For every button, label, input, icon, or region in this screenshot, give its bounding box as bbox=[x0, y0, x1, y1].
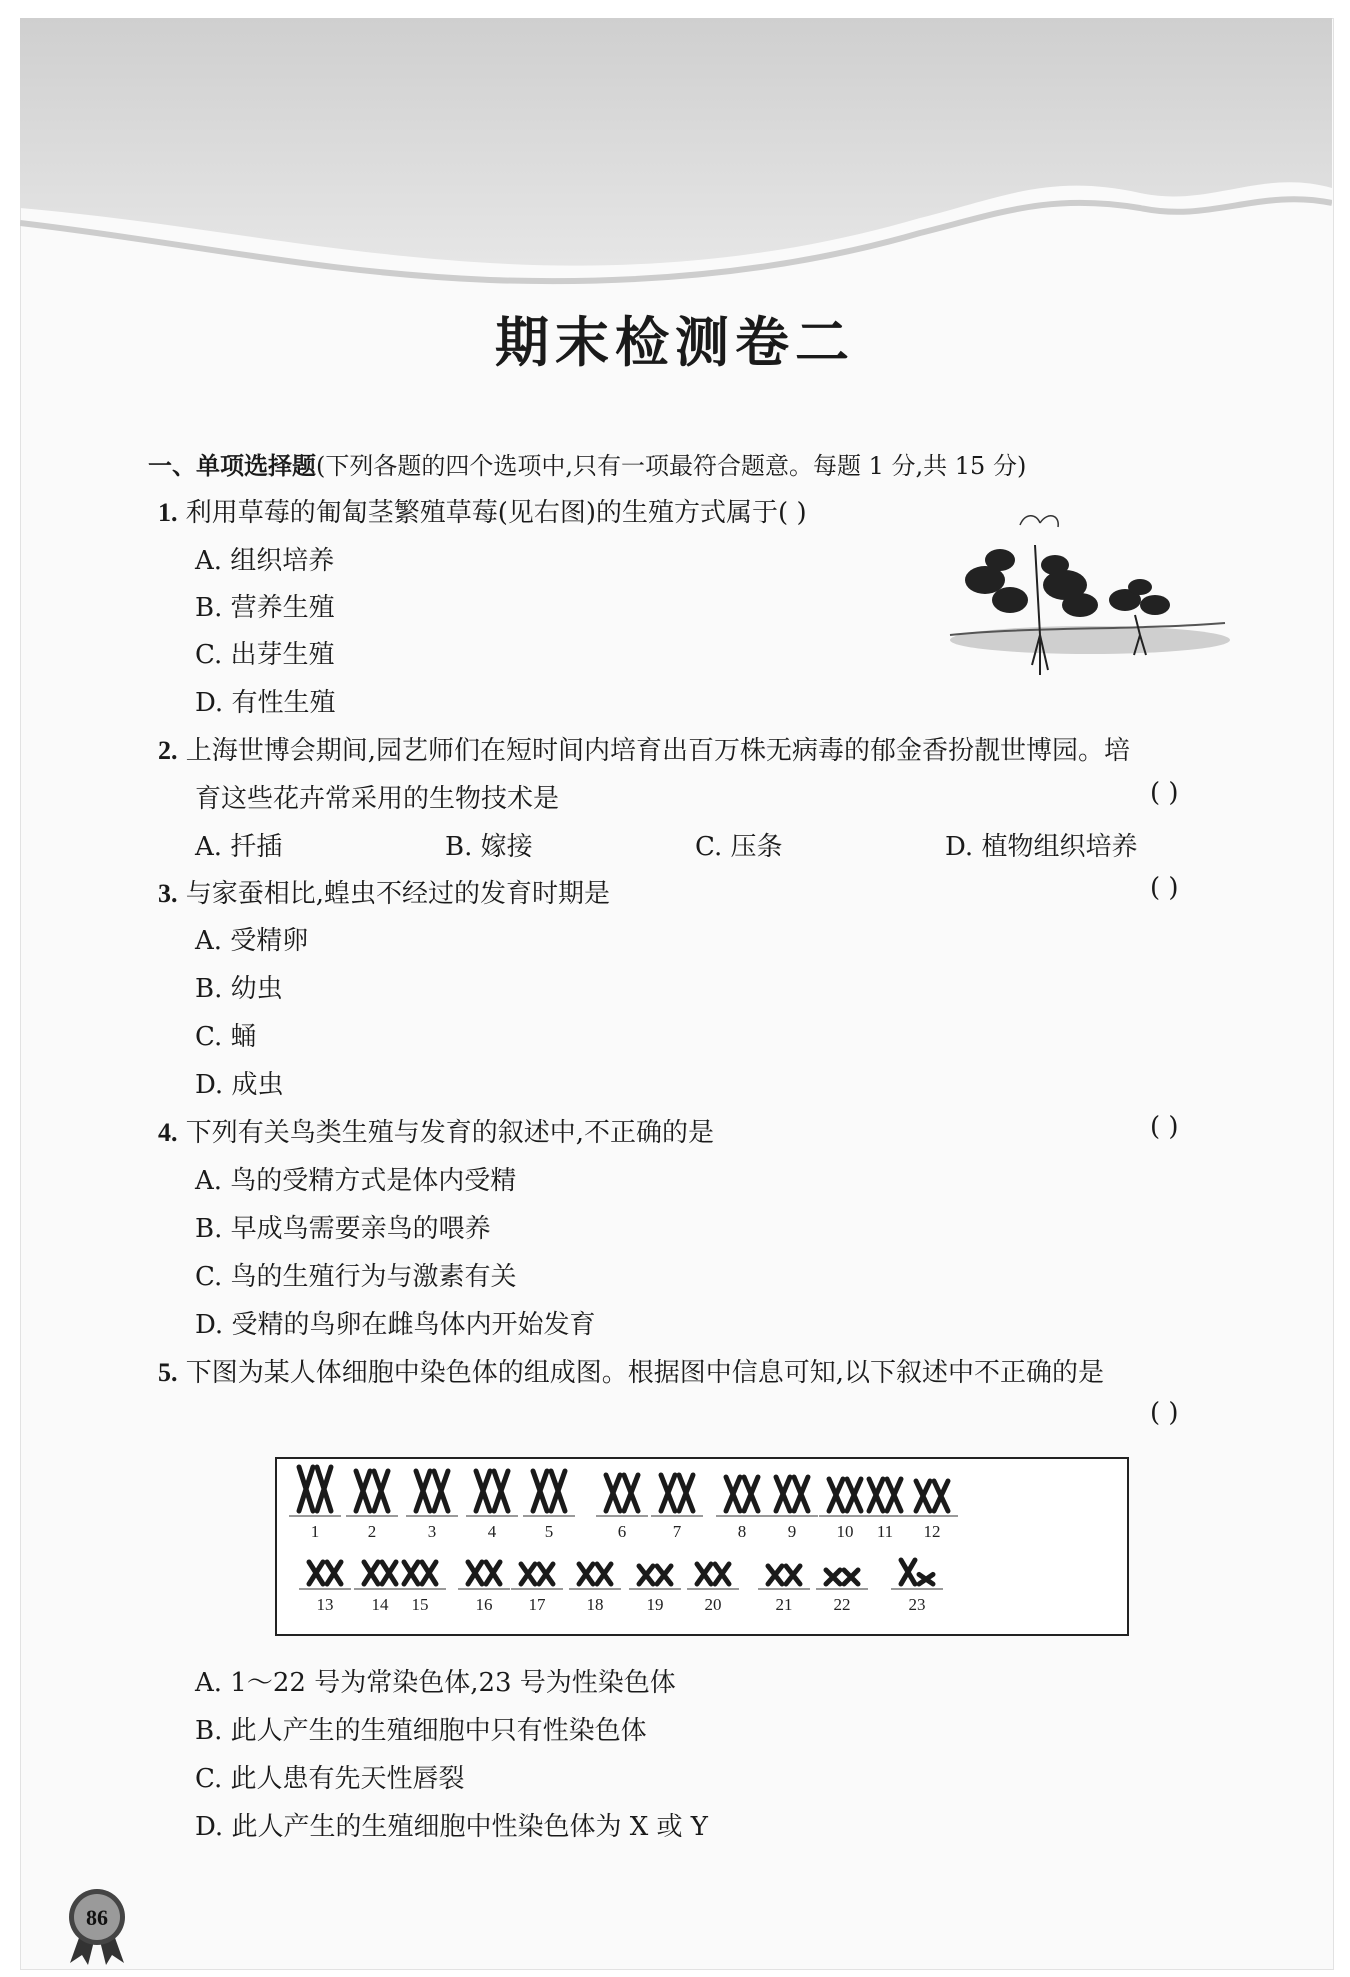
page-number-badge bbox=[62, 1885, 132, 1965]
chromosome-pair bbox=[466, 1471, 518, 1541]
question-stem: 下图为某人体细胞中染色体的组成图。根据图中信息可知,以下叙述中不正确的是 bbox=[185, 1358, 1105, 1388]
question-4 bbox=[158, 1112, 714, 1149]
question-stem: 上海世博会期间,园艺师们在短时间内培育出百万株无病毒的郁金香扮靓世博园。培 bbox=[185, 736, 1131, 766]
question-1 bbox=[158, 492, 807, 529]
chromosome-pair bbox=[299, 1562, 351, 1614]
option: B. 此人产生的生殖细胞中只有性染色体 bbox=[195, 1716, 647, 1746]
option: C. 此人患有先天性唇裂 bbox=[195, 1764, 465, 1794]
strawberry-plant-illustration bbox=[940, 505, 1230, 680]
chromosome-pair bbox=[651, 1475, 703, 1541]
chromosome-label: 14 bbox=[371, 1595, 389, 1614]
chromosome-label: 23 bbox=[908, 1595, 926, 1614]
chromosome-pair bbox=[716, 1477, 768, 1541]
question-number: 2. bbox=[158, 736, 178, 765]
page-number: 86 bbox=[86, 1905, 108, 1930]
chromosome-pair bbox=[511, 1564, 563, 1614]
chromosome-label: 20 bbox=[704, 1595, 722, 1614]
question-5 bbox=[158, 1352, 1104, 1389]
karyotype-figure bbox=[275, 1457, 1129, 1636]
answer-blank: ( ) bbox=[1150, 1398, 1179, 1428]
page-title: 期末检测卷二 bbox=[495, 310, 855, 374]
question-2 bbox=[158, 730, 1130, 767]
question-stem-continued: 育这些花卉常采用的生物技术是 bbox=[195, 784, 560, 814]
chromosome-label: 22 bbox=[833, 1595, 851, 1614]
option: A. 受精卵 bbox=[195, 926, 309, 956]
chromosome-label: 3 bbox=[427, 1522, 437, 1541]
chromosome-pair bbox=[523, 1471, 575, 1541]
header-decoration bbox=[20, 18, 1332, 288]
section-heading bbox=[148, 446, 1026, 481]
chromosome-label: 8 bbox=[737, 1522, 747, 1541]
option: B. 早成鸟需要亲鸟的喂养 bbox=[195, 1214, 491, 1244]
chromosome-label: 2 bbox=[367, 1522, 377, 1541]
chromosome-pair bbox=[816, 1570, 868, 1614]
section-note: (下列各题的四个选项中,只有一项最符合题意。每题 1 分,共 15 分) bbox=[316, 452, 1027, 480]
question-3 bbox=[158, 873, 610, 910]
chromosome-label: 17 bbox=[528, 1595, 546, 1614]
chromosome-pair bbox=[458, 1562, 510, 1614]
option: C. 出芽生殖 bbox=[195, 640, 335, 670]
chromosome-label: 9 bbox=[787, 1522, 797, 1541]
chromosome-pair bbox=[629, 1566, 681, 1614]
question-stem: 与家蚕相比,蝗虫不经过的发育时期是 bbox=[185, 879, 611, 909]
chromosome-pair bbox=[891, 1560, 943, 1614]
option: C. 压条 bbox=[695, 832, 783, 862]
option: C. 蛹 bbox=[195, 1022, 257, 1052]
chromosome-label: 19 bbox=[646, 1595, 664, 1614]
chromosome-pair bbox=[906, 1481, 958, 1541]
question-number: 4. bbox=[158, 1118, 178, 1147]
option: B. 嫁接 bbox=[445, 832, 533, 862]
option: C. 鸟的生殖行为与激素有关 bbox=[195, 1262, 517, 1292]
question-number: 3. bbox=[158, 879, 178, 908]
chromosome-label: 7 bbox=[672, 1522, 682, 1541]
chromosome-label: 5 bbox=[544, 1522, 554, 1541]
answer-blank: ( ) bbox=[1150, 1112, 1179, 1142]
chromosome-label: 1 bbox=[310, 1522, 320, 1541]
option: D. 有性生殖 bbox=[195, 688, 336, 718]
chromosome-pair bbox=[289, 1467, 341, 1541]
chromosome-pair bbox=[758, 1566, 810, 1614]
question-number: 5. bbox=[158, 1358, 178, 1387]
chromosome-pair bbox=[596, 1475, 648, 1541]
section-lead: 一、单项选择题 bbox=[148, 451, 316, 480]
option: D. 植物组织培养 bbox=[945, 832, 1138, 862]
chromosome-label: 6 bbox=[617, 1522, 627, 1541]
question-number: 1. bbox=[158, 498, 178, 527]
option: B. 幼虫 bbox=[195, 974, 283, 1004]
chromosome-pair bbox=[406, 1471, 458, 1541]
chromosome-pair bbox=[687, 1564, 739, 1614]
answer-blank: ( ) bbox=[1150, 778, 1179, 808]
option: A. 鸟的受精方式是体内受精 bbox=[195, 1166, 517, 1196]
chromosome-pair bbox=[346, 1471, 398, 1541]
chromosome-pair bbox=[394, 1562, 446, 1614]
chromosome-pair bbox=[859, 1479, 911, 1541]
chromosome-label: 21 bbox=[775, 1595, 793, 1614]
option: A. 组织培养 bbox=[195, 546, 335, 576]
question-stem: 利用草莓的匍匐茎繁殖草莓(见右图)的生殖方式属于( ) bbox=[185, 498, 807, 528]
chromosome-pair bbox=[819, 1479, 871, 1541]
chromosome-pair bbox=[354, 1562, 406, 1614]
chromosome-label: 13 bbox=[316, 1595, 334, 1614]
answer-blank: ( ) bbox=[1150, 873, 1179, 903]
option: D. 成虫 bbox=[195, 1070, 284, 1100]
chromosome-label: 4 bbox=[487, 1522, 497, 1541]
chromosome-label: 16 bbox=[475, 1595, 493, 1614]
option: D. 受精的鸟卵在雌鸟体内开始发育 bbox=[195, 1310, 596, 1340]
question-stem: 下列有关鸟类生殖与发育的叙述中,不正确的是 bbox=[185, 1118, 715, 1148]
option: A. 扦插 bbox=[195, 832, 283, 862]
chromosome-label: 10 bbox=[836, 1522, 854, 1541]
chromosome-label: 11 bbox=[876, 1522, 894, 1541]
chromosome-label: 12 bbox=[923, 1522, 941, 1541]
chromosome-label: 18 bbox=[586, 1595, 604, 1614]
option: A. 1～22 号为常染色体,23 号为性染色体 bbox=[195, 1668, 676, 1698]
chromosome-pair bbox=[569, 1564, 621, 1614]
chromosome-label: 15 bbox=[411, 1595, 429, 1614]
option: D. 此人产生的生殖细胞中性染色体为 X 或 Y bbox=[195, 1812, 708, 1842]
chromosome-pair bbox=[766, 1477, 818, 1541]
option: B. 营养生殖 bbox=[195, 593, 335, 623]
